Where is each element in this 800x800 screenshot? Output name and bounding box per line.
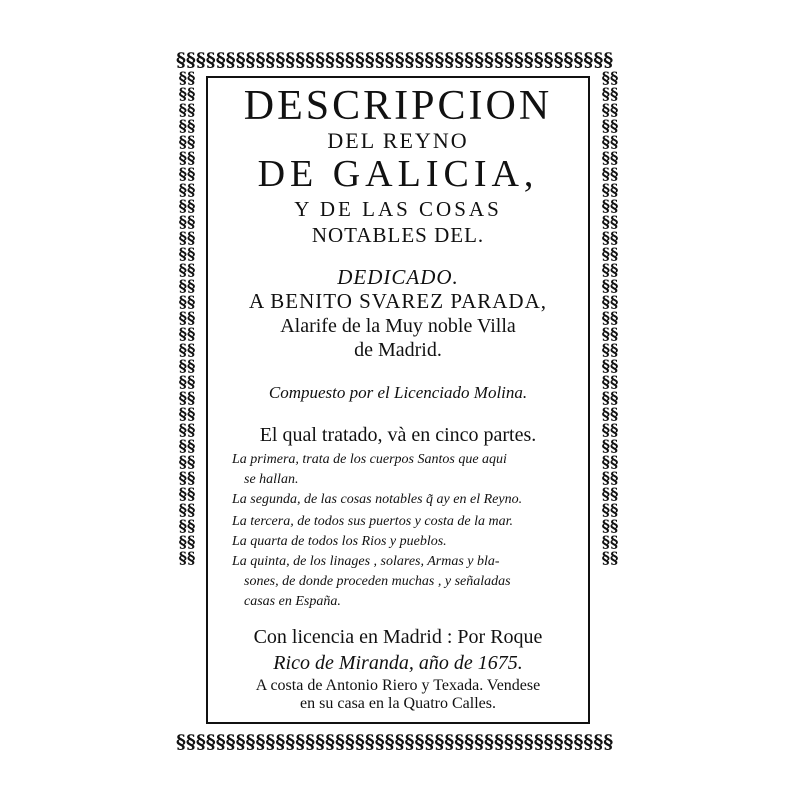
- imprint-line-1: Con licencia en Madrid : Por Roque: [253, 626, 543, 648]
- part-4: La quarta de todos los Rios y pueblos.: [232, 534, 447, 549]
- scroll-ornament-icon: §§§§§§§§§§§§§§§§§§§§§§§§§§§§§§§§§§§§§§§§§§§§§§§§§§§§§§§§§§§§§§: [178, 70, 196, 567]
- part-5-line-1: La quinta, de los linages , solares, Armas y bla-: [232, 554, 500, 569]
- title-line-3: DE GALICIA,: [257, 153, 539, 195]
- part-1-line-1: La primera, trata de los cuerpos Santos que aqui: [232, 452, 507, 467]
- imprint-line-2: Rico de Miranda, año de 1675.: [273, 652, 523, 674]
- part-5-line-3: casas en España.: [244, 594, 341, 609]
- ornamental-border-bottom: [176, 730, 624, 754]
- title-line-5: NOTABLES DEL.: [311, 223, 485, 247]
- dedication-name: A BENITO SVAREZ PARADA,: [249, 289, 547, 313]
- title-line-1: DESCRIPCION: [243, 83, 553, 129]
- imprint-line-4: en su casa en la Quatro Calles.: [300, 695, 496, 712]
- part-1-line-2: se hallan.: [244, 472, 299, 487]
- parts-intro: El qual tratado, và en cinco partes.: [259, 424, 537, 446]
- ornamental-border-right: [598, 70, 622, 730]
- ornamental-border-top: [176, 50, 624, 70]
- ornamental-border-left: [176, 70, 198, 730]
- scroll-ornament-icon: §§§§§§§§§§§§§§§§§§§§§§§§§§§§§§§§§§§§§§§§§§§§: [176, 50, 614, 70]
- imprint-line-3: A costa de Antonio Riero y Texada. Vendese: [255, 677, 541, 694]
- part-5-line-2: sones, de donde proceden muchas , y señaladas: [244, 574, 511, 589]
- scroll-ornament-icon: §§§§§§§§§§§§§§§§§§§§§§§§§§§§§§§§§§§§§§§§§§§§§§§§§§§§§§§§§§§§§§: [601, 70, 619, 567]
- dedication-line-4: de Madrid.: [354, 339, 442, 361]
- scroll-ornament-icon: §§§§§§§§§§§§§§§§§§§§§§§§§§§§§§§§§§§§§§§§§§§§: [176, 731, 614, 753]
- part-3: La tercera, de todos sus puertos y costa de la mar.: [232, 514, 514, 529]
- title-line-2: DEL REYNO: [327, 128, 469, 153]
- author-line: Compuesto por el Licenciado Molina.: [268, 383, 528, 402]
- dedication-heading: DEDICADO.: [337, 265, 459, 289]
- part-2: La segunda, de las cosas notables q̃ ay en el Reyno.: [232, 492, 523, 507]
- dedication-line-3: Alarife de la Muy noble Villa: [280, 315, 516, 337]
- title-line-4: Y DE LAS COSAS: [294, 197, 502, 221]
